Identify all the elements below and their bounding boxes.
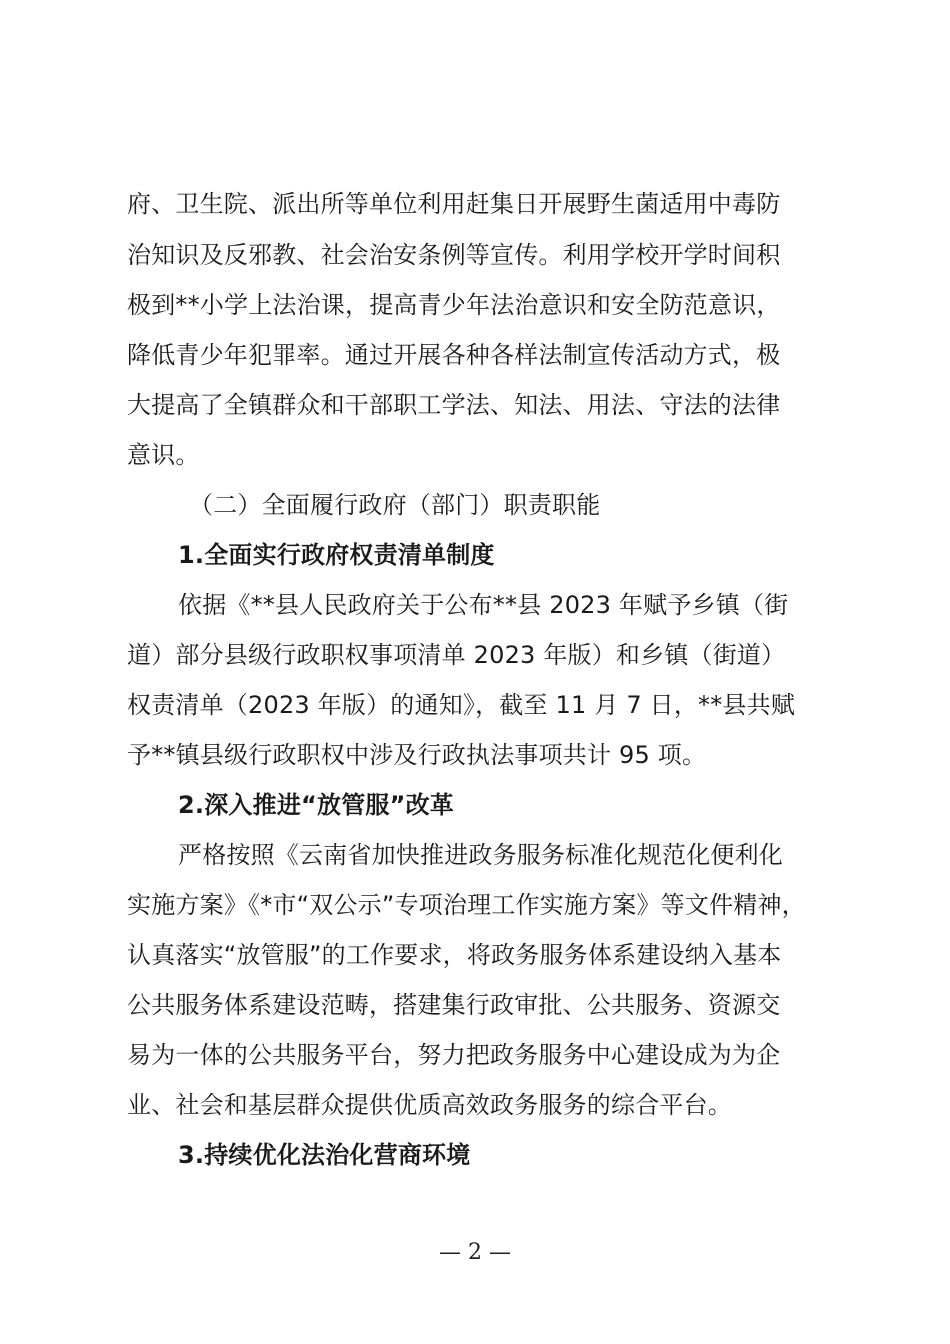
item-1-heading: 1.全面实行政府权责清单制度: [178, 541, 495, 569]
paragraph-line: 依据《**县人民政府关于公布**县 2023 年赋予乡镇（街: [178, 591, 789, 619]
paragraph-line: 公共服务体系建设范畴，搭建集行政审批、公共服务、资源交: [127, 991, 781, 1019]
item-3-heading: 3.持续优化法治化营商环境: [178, 1141, 471, 1169]
paragraph-line: 大提高了全镇群众和干部职工学法、知法、用法、守法的法律: [127, 391, 781, 419]
paragraph-line: 府、卫生院、派出所等单位利用赶集日开展野生菌适用中毒防: [127, 190, 781, 218]
paragraph-line: 易为一体的公共服务平台，努力把政务服务中心建设成为为企: [127, 1041, 781, 1069]
section-heading: （二）全面履行政府（部门）职责职能: [189, 491, 601, 519]
page-number: — 2 —: [439, 1240, 511, 1265]
paragraph-line: 实施方案》《*市“双公示”专项治理工作实施方案》等文件精神，: [127, 891, 806, 919]
paragraph-line: 意识。: [127, 441, 200, 469]
item-2-heading: 2.深入推进“放管服”改革: [178, 791, 454, 819]
paragraph-line: 严格按照《云南省加快推进政务服务标准化规范化便利化: [178, 841, 783, 869]
paragraph-line: 极到**小学上法治课，提高青少年法治意识和安全防范意识，: [127, 291, 781, 319]
paragraph-line: 权责清单（2023 年版）的通知》，截至 11 月 7 日，**县共赋: [127, 691, 796, 719]
paragraph-line: 业、社会和基层群众提供优质高效政务服务的综合平台。: [127, 1091, 732, 1119]
paragraph-line: 降低青少年犯罪率。通过开展各种各样法制宣传活动方式，极: [127, 341, 781, 369]
paragraph-line: 治知识及反邪教、社会治安条例等宣传。利用学校开学时间积: [127, 241, 781, 269]
paragraph-line: 予**镇县级行政职权中涉及行政执法事项共计 95 项。: [127, 741, 707, 769]
paragraph-line: 认真落实“放管服”的工作要求，将政务服务体系建设纳入基本: [127, 941, 782, 969]
paragraph-line: 道）部分县级行政职权事项清单 2023 年版）和乡镇（街道）: [127, 641, 786, 669]
